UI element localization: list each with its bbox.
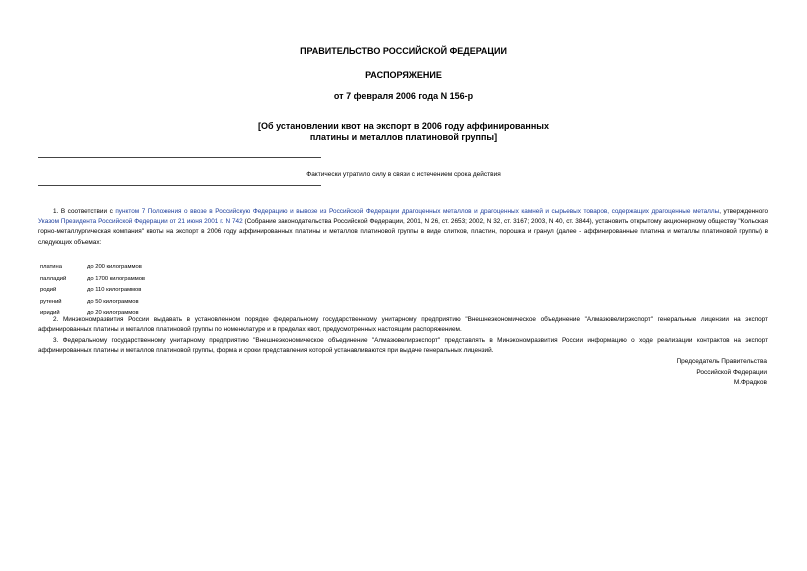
metal-amount: до 50 килограммов xyxy=(87,298,139,305)
date-number-heading: от 7 февраля 2006 года N 156-р xyxy=(333,91,474,101)
list-item xyxy=(40,274,145,286)
paragraph-1-tail: (Собрание законодательства Российской Федерации, 2001, N 26, ст. 2653; 2002, N 32, ст. 3167; 2003, N 40, ст. 3844), установить открытому акционерному обществу "Кольская горно-металлургическая компания" квоты на экспорт в 2006 году аффинированных платины и металлов платиновой группы в виде слитков, пластин, порошка и гранул (далее - аффинированные платина и металлы платиновой группы) в следующих объемах: xyxy=(38,218,768,246)
metal-name: платина xyxy=(40,264,62,270)
metal-amount: до 110 килограммов xyxy=(87,287,142,293)
divider-top xyxy=(38,157,321,158)
metal-amount: до 20 килограммов xyxy=(87,310,139,316)
title-line-1: [Об установлении квот на экспорт в 2006 году аффинированных xyxy=(258,121,549,131)
metal-name: иридий xyxy=(40,310,60,316)
metal-amount: до 200 килограммов xyxy=(87,264,142,270)
metal-name: палладий xyxy=(40,275,67,282)
metal-amount: до 1700 килограммов xyxy=(87,275,146,282)
org-heading: ПРАВИТЕЛЬСТВО РОССИЙСКОЙ ФЕДЕРАЦИИ xyxy=(300,46,507,56)
signature-country: Российской Федерации xyxy=(696,368,767,376)
paragraph-3: 3. Федеральному государственному унитарному предприятию "Внешнеэкономическое объединение "Алмазювелирэкспорт" представлять в Минэкономразвития России информацию о ходе реализации контрактов на экспорт аффинированных платины и металлов платиновой группы, форма и сроки представления которой устанавливаются при выдаче генеральных лицензий. xyxy=(38,337,768,355)
signature-block xyxy=(676,357,767,389)
metals-quota-list xyxy=(40,262,145,320)
signature-name: М.Фрадков xyxy=(733,379,767,386)
list-item xyxy=(40,285,145,297)
metal-name: рутений xyxy=(40,298,62,305)
list-item xyxy=(40,262,145,274)
paragraph-1 xyxy=(38,207,768,248)
paragraph-2: 2. Минэкономразвития России выдавать в установленном порядке федеральному государственному унитарному предприятию "Внешнеэкономическое объединение "Алмазювелирэкспорт" генеральные лицензии на экспорт аффинированных платины и металлов платиновой группы по номенклатуре и в пределах квот, предусмотренных настоящим распоряжением. xyxy=(38,316,768,334)
paragraph-1-lead: 1. В соответствии с xyxy=(53,208,116,215)
paragraph-1-mid: , утвержденного xyxy=(719,208,768,215)
document-title xyxy=(0,121,807,143)
status-note: Фактически утратило силу в связи с истечением срока действия xyxy=(306,171,501,178)
decree-link[interactable]: Указом Президента Российской Федерации от 21 июня 2001 г. N 742 xyxy=(38,218,243,226)
title-line-2: платины и металлов платиновой группы] xyxy=(309,132,498,142)
list-item xyxy=(40,297,145,309)
metal-name: родий xyxy=(40,287,57,293)
signature-title: Председатель Правительства xyxy=(676,358,767,365)
divider-bottom xyxy=(38,185,321,186)
regulation-link[interactable]: пунктом 7 Положения о ввозе в Российскую Федерацию и вывозе из Российской Федерации драгоценных металлов и драгоценных камней и сырьевых товаров, содержащих драгоценные металлы xyxy=(115,208,720,215)
doc-type-heading: РАСПОРЯЖЕНИЕ xyxy=(365,70,442,80)
